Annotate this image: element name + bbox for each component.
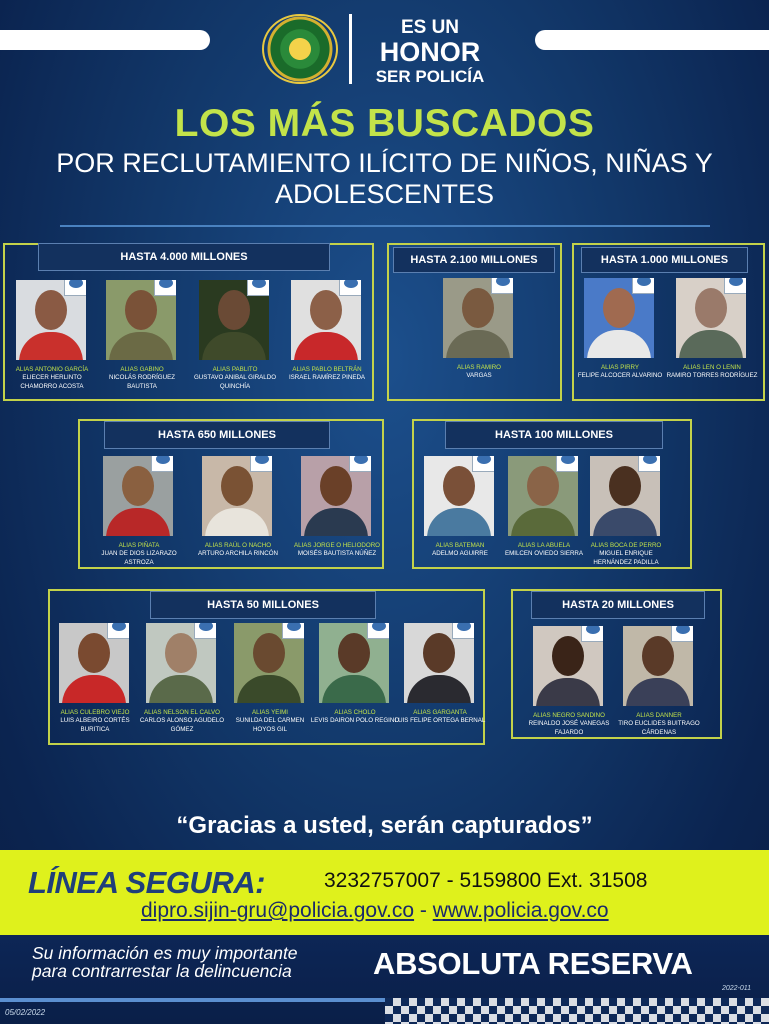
person-photo-head	[443, 466, 475, 506]
person-photo	[424, 456, 494, 536]
person-info	[433, 364, 525, 381]
person-alias: ALIAS DANNER	[636, 712, 682, 719]
interpol-badge-icon	[154, 280, 176, 296]
person-alias: ALIAS LEN O LENIN	[683, 364, 741, 371]
reward-label: HASTA 4.000 MILLONES	[38, 243, 330, 271]
person-photo-head	[122, 466, 154, 506]
person-info	[580, 542, 672, 567]
person-photo-body	[536, 678, 600, 706]
person-name: ARTURO ARCHILA RINCÓN	[198, 550, 278, 558]
interpol-badge-icon	[349, 456, 371, 472]
person-name: LUIS FELIPE ORTEGA BERNAL	[394, 717, 486, 725]
info-line-2: para contrarrestar la delincuencia	[32, 961, 292, 981]
person-name: ELIECER HERLINTO CHAMORRO ACOSTA	[20, 374, 84, 390]
person-name: LUIS ALBEIRO CORTÉS BURITICA	[60, 717, 130, 733]
header-divider	[349, 14, 352, 84]
person-info	[574, 364, 666, 381]
person-name: VARGAS	[466, 372, 492, 380]
footer-info	[32, 944, 298, 980]
hotline-label: LÍNEA SEGURA:	[28, 865, 265, 900]
website-link[interactable]: www.policia.gov.co	[432, 899, 609, 922]
person-alias: ALIAS CULEBRO VIEJO	[60, 709, 130, 716]
person-name: RAMIRO TORRES RODRÍGUEZ	[666, 372, 758, 380]
person-photo	[146, 623, 216, 703]
person-name: MOISÉS BAUTISTA NÚÑEZ	[297, 550, 377, 558]
person-alias: ALIAS NELSON EL CALVO	[144, 709, 220, 716]
person-alias: ALIAS JORGE O HELIODORO	[294, 542, 380, 549]
person-photo-body	[679, 330, 743, 358]
person-info	[281, 366, 373, 383]
person-photo-body	[149, 675, 213, 703]
title-divider	[60, 225, 710, 227]
person-photo-body	[427, 508, 491, 536]
checkered-pattern	[385, 998, 769, 1024]
person-info	[498, 542, 590, 559]
person-name: FELIPE ALCOCER ALVARINO	[577, 372, 663, 380]
person-photo-body	[19, 332, 83, 360]
person-photo	[533, 626, 603, 706]
reward-label: HASTA 1.000 MILLONES	[581, 247, 748, 273]
person-info	[192, 542, 284, 559]
interpol-badge-icon	[194, 623, 216, 639]
interpol-badge-icon	[367, 623, 389, 639]
person-info	[93, 542, 185, 567]
person-info	[96, 366, 188, 391]
interpol-badge-icon	[282, 623, 304, 639]
person-photo	[59, 623, 129, 703]
interpol-badge-icon	[638, 456, 660, 472]
person-photo-body	[294, 332, 358, 360]
person-photo	[676, 278, 746, 358]
interpol-badge-icon	[472, 456, 494, 472]
person-photo-head	[320, 466, 352, 506]
person-photo-body	[587, 330, 651, 358]
person-photo-head	[462, 288, 494, 328]
person-info	[309, 709, 401, 726]
person-name: NICOLÁS RODRÍGUEZ BAUTISTA	[108, 374, 175, 390]
link-separator: -	[414, 899, 433, 922]
person-alias: ALIAS RAÚL O NACHO	[204, 542, 272, 549]
person-photo	[16, 280, 86, 360]
person-photo-head	[35, 290, 67, 330]
person-alias: ALIAS PIRRY	[600, 364, 640, 371]
person-name: ADELMO AGUIRRE	[432, 550, 488, 558]
poster-code: 2022-011	[722, 985, 752, 992]
person-info	[189, 366, 281, 391]
person-name: JUAN DE DIOS LIZARAZO ASTROZA	[101, 550, 177, 566]
poster-date: 05/02/2022	[5, 1008, 46, 1017]
person-info	[6, 366, 98, 391]
person-photo	[234, 623, 304, 703]
motto-line-1: ES UN	[400, 17, 460, 38]
person-photo-head	[695, 288, 727, 328]
page-subtitle: POR RECLUTAMIENTO ILÍCITO DE NIÑOS, NIÑAS Y ADOLESCENTES	[56, 148, 713, 209]
person-photo-head	[642, 636, 674, 676]
person-alias: ALIAS BATEMAN	[435, 542, 485, 549]
hotline-links	[141, 899, 609, 923]
person-photo-head	[310, 290, 342, 330]
person-name: LEVIS DAIRON POLO REGINO	[310, 717, 400, 725]
person-photo	[584, 278, 654, 358]
absolute-reserve: ABSOLUTA RESERVA	[373, 946, 693, 981]
person-info	[414, 542, 506, 559]
person-photo	[291, 280, 361, 360]
person-photo-head	[527, 466, 559, 506]
person-photo	[202, 456, 272, 536]
person-info	[136, 709, 228, 734]
police-emblem-icon	[262, 14, 338, 84]
header-decor-bar-left	[0, 30, 210, 50]
person-photo-body	[237, 675, 301, 703]
interpol-badge-icon	[107, 623, 129, 639]
person-name: MIGUEL ENRIQUE HERNÁNDEZ PADILLA	[593, 550, 659, 566]
person-alias: ALIAS LA ABUELA	[517, 542, 571, 549]
person-name: TIRO EUCLIDES BUITRAGO CÁRDENAS	[618, 720, 700, 736]
email-link[interactable]: dipro.sijin-gru@policia.gov.co	[141, 899, 415, 922]
interpol-badge-icon	[491, 278, 513, 294]
interpol-badge-icon	[151, 456, 173, 472]
header-motto	[360, 18, 500, 85]
person-photo	[103, 456, 173, 536]
interpol-badge-icon	[247, 280, 269, 296]
person-photo-body	[407, 675, 471, 703]
person-photo	[106, 280, 176, 360]
person-photo-body	[205, 508, 269, 536]
person-name: EMILCEN OVIEDO SIERRA	[504, 550, 584, 558]
person-alias: ALIAS BOCA DE PERRO	[590, 542, 662, 549]
motto-line-3: SER POLICÍA	[375, 67, 485, 86]
person-photo-head	[218, 290, 250, 330]
person-photo-head	[165, 633, 197, 673]
person-info	[394, 709, 486, 726]
person-info	[523, 712, 615, 737]
person-name: SUNILDA DEL CARMEN HOYOS GIL	[235, 717, 305, 733]
person-alias: ALIAS GARGANTA	[413, 709, 467, 716]
person-alias: ALIAS GABINO	[120, 366, 164, 373]
interpol-badge-icon	[632, 278, 654, 294]
person-photo-head	[603, 288, 635, 328]
person-photo-head	[78, 633, 110, 673]
interpol-badge-icon	[452, 623, 474, 639]
motto-line-2: HONOR	[379, 37, 481, 67]
person-photo	[301, 456, 371, 536]
person-alias: ALIAS YEIMI	[252, 709, 288, 716]
person-photo-head	[338, 633, 370, 673]
interpol-badge-icon	[724, 278, 746, 294]
person-alias: ALIAS PIÑATA	[118, 542, 160, 549]
person-alias: ALIAS PABLITO	[212, 366, 258, 373]
person-photo	[199, 280, 269, 360]
footer-stripe	[0, 998, 385, 1002]
interpol-badge-icon	[671, 626, 693, 642]
person-photo-body	[593, 508, 657, 536]
reward-label: HASTA 650 MILLONES	[104, 421, 330, 449]
person-name: ISRAEL RAMÍREZ PINEDA	[288, 374, 366, 382]
hotline-phones: 3232757007 - 5159800 Ext. 31508	[324, 869, 648, 892]
reward-label: HASTA 2.100 MILLONES	[393, 247, 555, 273]
person-photo-body	[322, 675, 386, 703]
reward-label: HASTA 100 MILLONES	[445, 421, 663, 449]
person-info	[49, 709, 141, 734]
person-name: GUSTAVO ANIBAL GIRALDO QUINCHÍA	[193, 374, 277, 390]
person-photo-body	[202, 332, 266, 360]
person-photo-body	[304, 508, 368, 536]
person-name: REINALDO JOSÉ VANEGAS FAJARDO	[528, 720, 610, 736]
interpol-badge-icon	[581, 626, 603, 642]
person-alias: ALIAS PABLO BELTRÁN	[292, 366, 362, 373]
person-alias: ALIAS CHOLO	[334, 709, 376, 716]
person-photo-body	[626, 678, 690, 706]
person-info	[666, 364, 758, 381]
person-photo	[590, 456, 660, 536]
person-photo	[623, 626, 693, 706]
reward-label: HASTA 20 MILLONES	[531, 591, 705, 619]
header-decor-bar-right	[535, 30, 769, 50]
person-photo-body	[511, 508, 575, 536]
person-photo	[508, 456, 578, 536]
person-photo-body	[62, 675, 126, 703]
person-info	[613, 712, 705, 737]
interpol-badge-icon	[556, 456, 578, 472]
person-photo-head	[552, 636, 584, 676]
person-info	[291, 542, 383, 559]
person-photo	[319, 623, 389, 703]
person-photo-body	[446, 330, 510, 358]
interpol-badge-icon	[339, 280, 361, 296]
person-photo	[404, 623, 474, 703]
quote: “Gracias a usted, serán capturados”	[176, 812, 593, 839]
person-info	[224, 709, 316, 734]
person-photo-head	[125, 290, 157, 330]
person-alias: ALIAS RAMIRO	[456, 364, 501, 371]
person-name: CARLOS ALONSO AGUDELO GÓMEZ	[139, 717, 225, 733]
person-photo-body	[109, 332, 173, 360]
info-line-1: Su información es muy importante	[32, 943, 298, 963]
interpol-badge-icon	[250, 456, 272, 472]
person-alias: ALIAS NEGRO SANDINO	[533, 712, 605, 719]
person-photo-head	[221, 466, 253, 506]
reward-label: HASTA 50 MILLONES	[150, 591, 376, 619]
interpol-badge-icon	[64, 280, 86, 296]
person-photo-head	[423, 633, 455, 673]
person-photo-body	[106, 508, 170, 536]
person-photo-head	[609, 466, 641, 506]
person-alias: ALIAS ANTONIO GARCÍA	[15, 366, 89, 373]
person-photo	[443, 278, 513, 358]
person-photo-head	[253, 633, 285, 673]
page-title: LOS MÁS BUSCADOS	[174, 102, 595, 145]
